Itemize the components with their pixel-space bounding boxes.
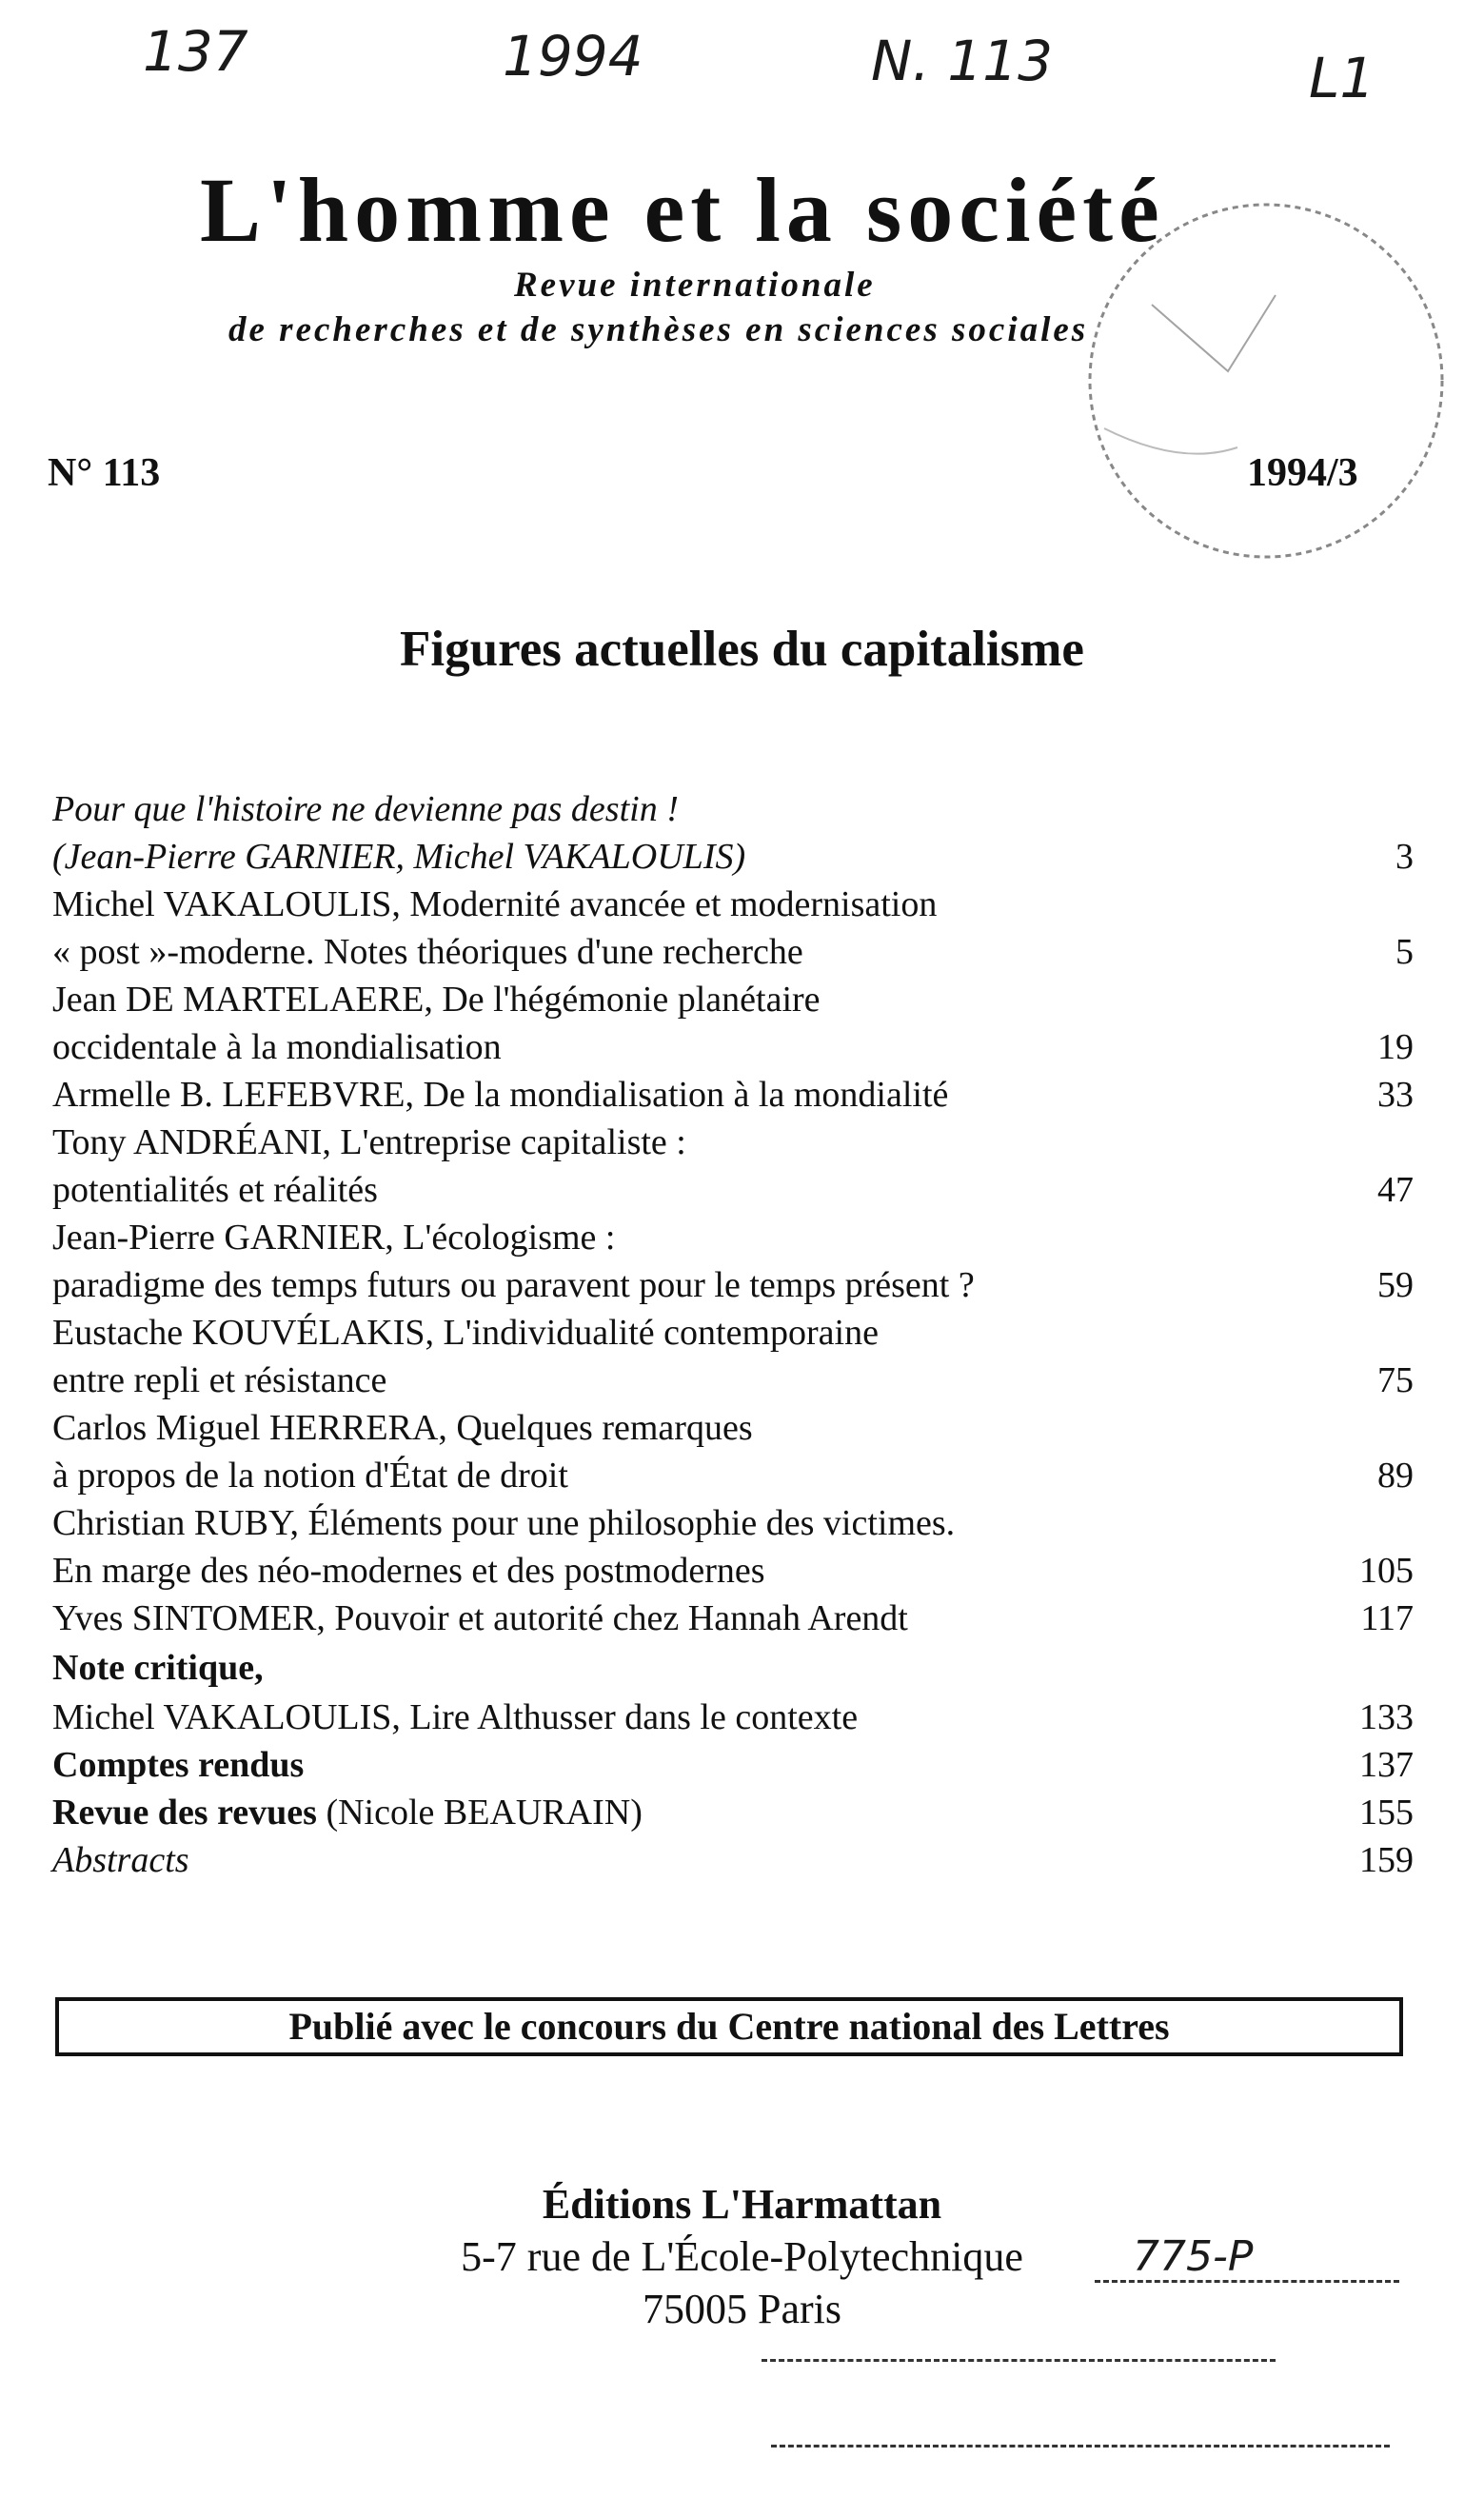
toc-row bbox=[52, 1071, 1414, 1119]
handwritten-year: 1994 bbox=[503, 24, 643, 89]
toc-page: 19 bbox=[1377, 1027, 1414, 1067]
toc-row bbox=[52, 785, 1414, 833]
toc-page: 3 bbox=[1395, 837, 1414, 877]
toc-page: 5 bbox=[1395, 932, 1414, 972]
toc-page: 105 bbox=[1359, 1551, 1414, 1591]
toc-text: « post »-moderne. Notes théoriques d'une recherche bbox=[52, 932, 803, 972]
toc-text: Jean DE MARTELAERE, De l'hégémonie planétaire bbox=[52, 980, 821, 1020]
toc-text: occidentale à la mondialisation bbox=[52, 1027, 502, 1067]
toc-row bbox=[52, 1214, 1414, 1261]
toc-page: 159 bbox=[1359, 1840, 1414, 1880]
toc-page: 33 bbox=[1377, 1075, 1414, 1115]
toc-row bbox=[52, 881, 1414, 928]
register-line bbox=[1095, 2280, 1399, 2283]
journal-title: L'homme et la société bbox=[200, 159, 1165, 261]
toc-text: Armelle B. LEFEBVRE, De la mondialisation à la mondialité bbox=[52, 1075, 949, 1115]
toc-row bbox=[52, 1023, 1414, 1071]
issue-theme: Figures actuelles du capitalisme bbox=[400, 622, 1084, 677]
publisher-address: 5-7 rue de L'École-Polytechnique bbox=[461, 2233, 1023, 2280]
toc-page: 137 bbox=[1359, 1745, 1414, 1785]
journal-subtitle-2: de recherches et de synthèses en sciences sociales bbox=[228, 310, 1089, 349]
register-line bbox=[762, 2359, 1276, 2362]
register-line bbox=[771, 2445, 1390, 2447]
toc-row bbox=[52, 1309, 1414, 1357]
table-of-contents bbox=[52, 785, 1414, 1884]
toc-text: (Nicole BEAURAIN) bbox=[316, 1793, 643, 1833]
handwritten-number: N. 113 bbox=[871, 29, 1053, 93]
toc-section-heading: Note critique, bbox=[52, 1648, 264, 1688]
toc-text: entre repli et résistance bbox=[52, 1360, 387, 1400]
handwritten-register: 775-P bbox=[1133, 2232, 1254, 2281]
toc-page: 117 bbox=[1360, 1598, 1414, 1638]
toc-page: 133 bbox=[1359, 1697, 1414, 1737]
toc-row bbox=[52, 1694, 1414, 1741]
toc-text: Christian RUBY, Éléments pour une philosophie des victimes. bbox=[52, 1503, 956, 1543]
toc-section-heading: Comptes rendus bbox=[52, 1745, 305, 1785]
toc-row bbox=[52, 1836, 1414, 1884]
toc-row bbox=[52, 928, 1414, 976]
toc-row bbox=[52, 1357, 1414, 1404]
toc-row bbox=[52, 1261, 1414, 1309]
toc-text: Carlos Miguel HERRERA, Quelques remarques bbox=[52, 1408, 753, 1448]
toc-text: En marge des néo-modernes et des postmodernes bbox=[52, 1551, 765, 1591]
handwritten-ref: 137 bbox=[143, 19, 248, 84]
toc-row bbox=[52, 1404, 1414, 1452]
toc-text: potentialités et réalités bbox=[52, 1170, 378, 1210]
journal-subtitle-1: Revue internationale bbox=[514, 266, 876, 305]
toc-row bbox=[52, 1119, 1414, 1166]
toc-text: Eustache KOUVÉLAKIS, L'individualité contemporaine bbox=[52, 1313, 879, 1353]
toc-text: Jean-Pierre GARNIER, L'écologisme : bbox=[52, 1218, 616, 1258]
toc-row bbox=[52, 1166, 1414, 1214]
toc-page: 47 bbox=[1377, 1170, 1414, 1210]
toc-row bbox=[52, 1741, 1414, 1789]
toc-section-heading: Revue des revues bbox=[52, 1793, 317, 1833]
toc-text: Abstracts bbox=[52, 1840, 189, 1880]
toc-text: Michel VAKALOULIS, Modernité avancée et modernisation bbox=[52, 884, 938, 924]
toc-page: 155 bbox=[1359, 1793, 1414, 1833]
funding-notice: Publié avec le concours du Centre national des Lettres bbox=[55, 1997, 1403, 2056]
toc-row bbox=[52, 1642, 1414, 1694]
toc-row bbox=[52, 1499, 1414, 1547]
toc-row bbox=[52, 833, 1414, 881]
toc-text: Pour que l'histoire ne devienne pas destin ! bbox=[52, 789, 679, 829]
toc-text: paradigme des temps futurs ou paravent pour le temps présent ? bbox=[52, 1265, 975, 1305]
toc-page: 59 bbox=[1377, 1265, 1414, 1305]
issue-number: N° 113 bbox=[48, 451, 161, 495]
publisher-city: 75005 Paris bbox=[643, 2286, 841, 2332]
toc-row bbox=[52, 1789, 1414, 1836]
toc-row bbox=[52, 1595, 1414, 1642]
toc-row bbox=[52, 1547, 1414, 1595]
handwritten-mark: L1 bbox=[1309, 46, 1375, 110]
toc-row bbox=[52, 976, 1414, 1023]
toc-text: Yves SINTOMER, Pouvoir et autorité chez Hannah Arendt bbox=[52, 1598, 908, 1638]
toc-text: Tony ANDRÉANI, L'entreprise capitaliste : bbox=[52, 1122, 686, 1162]
toc-text: Michel VAKALOULIS, Lire Althusser dans le contexte bbox=[52, 1697, 859, 1737]
issue-year: 1994/3 bbox=[1247, 451, 1358, 495]
toc-text: (Jean-Pierre GARNIER, Michel VAKALOULIS) bbox=[52, 837, 746, 877]
toc-page: 75 bbox=[1377, 1360, 1414, 1400]
toc-text: à propos de la notion d'État de droit bbox=[52, 1456, 568, 1496]
publisher-name: Éditions L'Harmattan bbox=[542, 2181, 942, 2228]
toc-page: 89 bbox=[1377, 1456, 1414, 1496]
toc-row bbox=[52, 1452, 1414, 1499]
